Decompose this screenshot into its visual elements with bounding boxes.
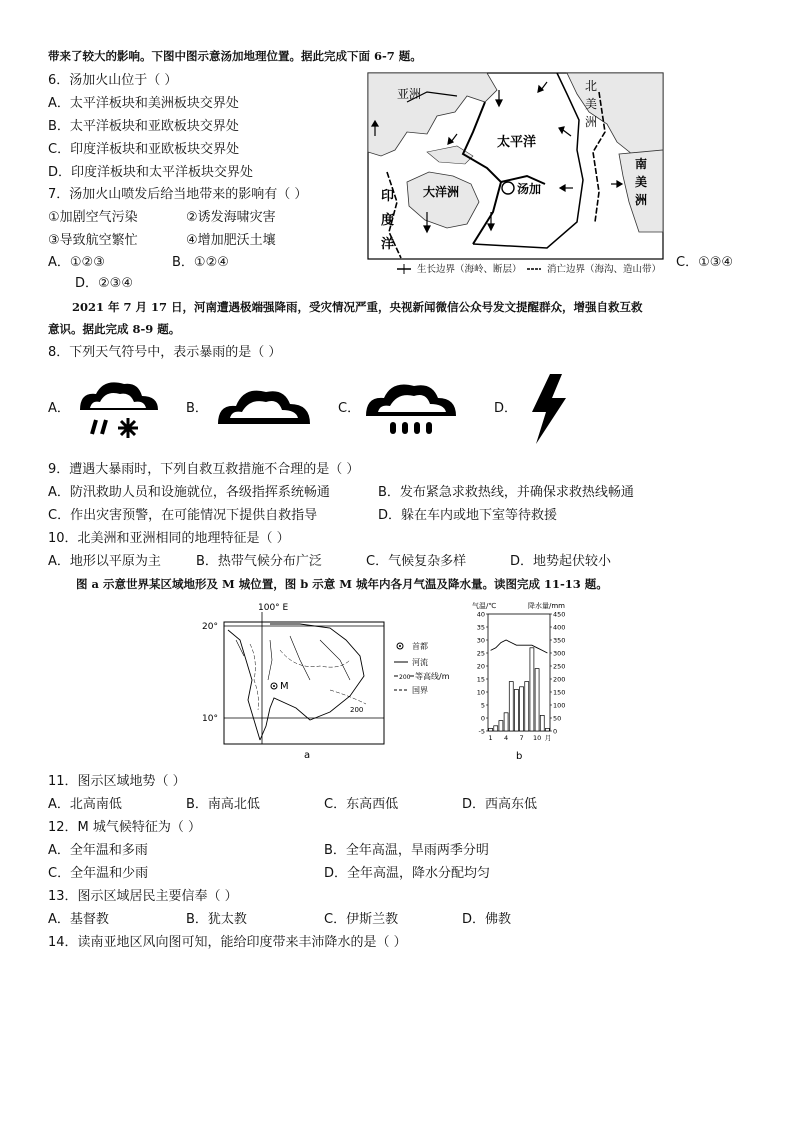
left-tick-label: 20 xyxy=(476,662,485,671)
q10-stem: 10．北美洲和亚洲相同的地理特征是（ ） xyxy=(48,531,290,546)
q10-option-c[interactable]: C．气候复杂多样 xyxy=(366,554,467,569)
q13-option-c[interactable]: C．伊斯兰教 xyxy=(324,912,399,927)
q6-option-d[interactable]: D．印度洋板块和太平洋板块交界处 xyxy=(48,165,254,180)
tonga-map xyxy=(367,72,664,260)
q7-option-b[interactable]: B．①②④ xyxy=(172,255,229,270)
precip-bar xyxy=(509,682,513,731)
map-label-io-2: 度 xyxy=(381,213,395,228)
map-label-sa-1: 南 xyxy=(635,157,648,171)
q7-option-a[interactable]: A．①②③ xyxy=(48,255,105,270)
precip-bar xyxy=(540,715,544,731)
right-tick-label: 150 xyxy=(553,688,566,697)
q12-option-d[interactable]: D．全年高温，降水分配均匀 xyxy=(324,866,491,881)
q9-option-b[interactable]: B．发布紧急求救热线，并确保求救热线畅通 xyxy=(378,485,634,500)
q12-option-a[interactable]: A．全年温和多雨 xyxy=(48,843,148,858)
map-label-pacific: 太平洋 xyxy=(497,135,537,150)
fig-a-lat20-label: 20° xyxy=(202,622,218,632)
q10-option-a[interactable]: A．地形以平原为主 xyxy=(48,554,161,569)
map-label-na-2: 美 xyxy=(585,97,598,111)
legend-subduct-label: 消亡边界（海沟、造山带） xyxy=(547,264,662,275)
q7-stem: 7．汤加火山喷发后给当地带来的影响有（ ） xyxy=(48,187,308,202)
precip-bar xyxy=(489,728,493,731)
fig-a-caption: a xyxy=(304,750,311,760)
precip-bar xyxy=(494,726,498,731)
q10-option-b[interactable]: B．热带气候分布广泛 xyxy=(196,554,322,569)
temperature-line xyxy=(491,640,548,653)
tonga-map-legend xyxy=(395,261,665,277)
q14-stem: 14．读南亚地区风向图可知，能给印度带来丰沛降水的是（ ） xyxy=(48,935,407,950)
right-tick-label: 100 xyxy=(553,701,566,710)
map-label-na-1: 北 xyxy=(585,79,598,93)
q9-option-d[interactable]: D．躲在车内或地下室等待救援 xyxy=(378,508,558,523)
precip-bar xyxy=(525,682,529,731)
intro-8-9-line-1: 2021 年 7 月 17 日，河南遭遇极端强降雨，受灾情况严重，央视新闻微信公众号发文提醒群众，增强自救互救 xyxy=(72,300,643,314)
fig-a-legend-contour-prefix: 200 xyxy=(399,674,411,681)
q11-option-b[interactable]: B．南高北低 xyxy=(186,797,260,812)
x-axis-unit-label: 月 xyxy=(544,734,552,742)
q12-option-b[interactable]: B．全年高温，旱雨两季分明 xyxy=(324,843,489,858)
q6-stem: 6．汤加火山位于（ ） xyxy=(48,73,178,88)
fig-a-city-label: M xyxy=(280,681,289,692)
heavy-rain-weather-icon[interactable] xyxy=(362,380,458,440)
q13-stem: 13．图示区域居民主要信奉（ ） xyxy=(48,889,238,904)
map-label-oceania: 大洋洲 xyxy=(423,185,460,199)
right-tick-label: 250 xyxy=(553,662,566,671)
q11-option-d[interactable]: D．西高东低 xyxy=(462,797,538,812)
precip-bar xyxy=(535,669,539,731)
left-tick-label: 30 xyxy=(476,636,485,645)
q6-option-b[interactable]: B．太平洋板块和亚欧板块交界处 xyxy=(48,119,239,134)
precip-bar xyxy=(530,648,534,731)
q8-label-d[interactable]: D． xyxy=(494,401,518,416)
q12-stem: 12．M 城气候特征为（ ） xyxy=(48,820,202,835)
intro-8-9-line-2: 意识。据此完成 8-9 题。 xyxy=(48,322,181,336)
left-tick-label: 10 xyxy=(476,688,485,697)
fig-a-contour-label: 200 xyxy=(350,706,364,714)
fig-b-caption: b xyxy=(516,751,523,762)
q13-option-d[interactable]: D．佛教 xyxy=(462,912,512,927)
intro-11-13: 图 a 示意世界某区域地形及 M 城位置，图 b 示意 M 城年内各月气温及降水量。读图完成 11-13 题。 xyxy=(76,577,608,591)
map-label-na-3: 洲 xyxy=(585,115,598,129)
q11-stem: 11．图示区域地势（ ） xyxy=(48,774,186,789)
left-tick-label: 40 xyxy=(476,610,485,619)
x-tick-label: 7 xyxy=(519,734,524,742)
map-label-sa-2: 美 xyxy=(635,175,648,189)
q7-option-d[interactable]: D．②③④ xyxy=(75,276,133,291)
q13-option-b[interactable]: B．犹太教 xyxy=(186,912,247,927)
q9-option-c[interactable]: C．作出灾害预警，在可能情况下提供自救指导 xyxy=(48,508,318,523)
precip-bar xyxy=(499,721,503,731)
q7-item-2: ②诱发海啸灾害 xyxy=(186,210,276,225)
q8-label-c[interactable]: C． xyxy=(338,401,361,416)
map-label-sa-3: 洲 xyxy=(635,193,648,207)
precip-bar xyxy=(545,728,549,731)
fig-a-legend-contour: 等高线/m xyxy=(415,672,450,681)
map-label-io-1: 印 xyxy=(381,189,395,204)
left-tick-label: 15 xyxy=(476,675,485,684)
left-tick-label: 35 xyxy=(476,623,485,632)
q7-option-c[interactable]: C．①③④ xyxy=(676,255,734,270)
map-label-tonga: 汤加 xyxy=(517,182,542,196)
q13-option-a[interactable]: A．基督教 xyxy=(48,912,109,927)
precip-bar xyxy=(504,713,508,731)
q11-option-a[interactable]: A．北高南低 xyxy=(48,797,122,812)
q8-label-a[interactable]: A． xyxy=(48,401,70,416)
q12-option-c[interactable]: C．全年温和少雨 xyxy=(48,866,149,881)
sleet-weather-icon[interactable] xyxy=(72,378,162,444)
q8-label-b[interactable]: B． xyxy=(186,401,208,416)
q6-option-c[interactable]: C．印度洋板块和亚欧板块交界处 xyxy=(48,142,240,157)
fig-a-legend-capital: 首都 xyxy=(412,642,428,651)
q6-option-a[interactable]: A．太平洋板块和美洲板块交界处 xyxy=(48,96,239,111)
precip-bar xyxy=(514,689,518,731)
q7-item-1: ①加剧空气污染 xyxy=(48,210,138,225)
q9-option-a[interactable]: A．防汛救助人员和设施就位，各级指挥系统畅通 xyxy=(48,485,330,500)
right-tick-label: 0 xyxy=(553,727,558,736)
right-tick-label: 200 xyxy=(553,675,566,684)
right-tick-label: 400 xyxy=(553,623,566,632)
intro-line: 带来了较大的影响。下图中图示意汤加地理位置。据此完成下面 6-7 题。 xyxy=(48,49,422,63)
cloudy-weather-icon[interactable] xyxy=(214,384,314,428)
left-tick-label: 25 xyxy=(476,649,485,658)
lightning-weather-icon[interactable] xyxy=(528,372,570,446)
right-tick-label: 350 xyxy=(553,636,566,645)
chart-left-title: 气温/℃ xyxy=(472,602,497,610)
left-tick-label: 5 xyxy=(480,701,485,710)
x-tick-label: 10 xyxy=(532,734,542,742)
x-tick-label: 4 xyxy=(504,734,509,742)
right-tick-label: 450 xyxy=(553,610,566,619)
fig-a-legend-border: 国界 xyxy=(412,686,428,695)
subduction-boundary-icon xyxy=(525,263,543,275)
q10-option-d[interactable]: D．地势起伏较小 xyxy=(510,554,612,569)
figure-b-climate-chart xyxy=(466,598,576,762)
q11-option-c[interactable]: C．东高西低 xyxy=(324,797,399,812)
x-tick-label: 1 xyxy=(488,734,493,742)
right-tick-label: 50 xyxy=(553,714,562,723)
q8-stem: 8．下列天气符号中，表示暴雨的是（ ） xyxy=(48,345,282,360)
left-tick-label: 0 xyxy=(480,714,485,723)
fig-a-legend-river: 河流 xyxy=(412,658,428,667)
fig-a-lon-label: 100° E xyxy=(258,603,289,613)
left-tick-label: -5 xyxy=(478,727,485,736)
right-tick-label: 300 xyxy=(553,649,566,658)
chart-right-title: 降水量/mm xyxy=(528,602,565,610)
map-label-asia: 亚洲 xyxy=(397,87,422,101)
legend-growth-label: 生长边界（海岭、断层） xyxy=(417,264,522,275)
q9-stem: 9．遭遇大暴雨时，下列自救互救措施不合理的是（ ） xyxy=(48,462,360,477)
map-label-io-3: 洋 xyxy=(381,237,395,252)
q7-item-4: ④增加肥沃土壤 xyxy=(186,233,276,248)
growth-boundary-icon xyxy=(395,263,413,275)
figure-a-map xyxy=(200,600,460,760)
q7-item-3: ③导致航空繁忙 xyxy=(48,233,138,248)
precip-bar xyxy=(520,687,524,731)
fig-a-lat10-label: 10° xyxy=(202,714,218,724)
